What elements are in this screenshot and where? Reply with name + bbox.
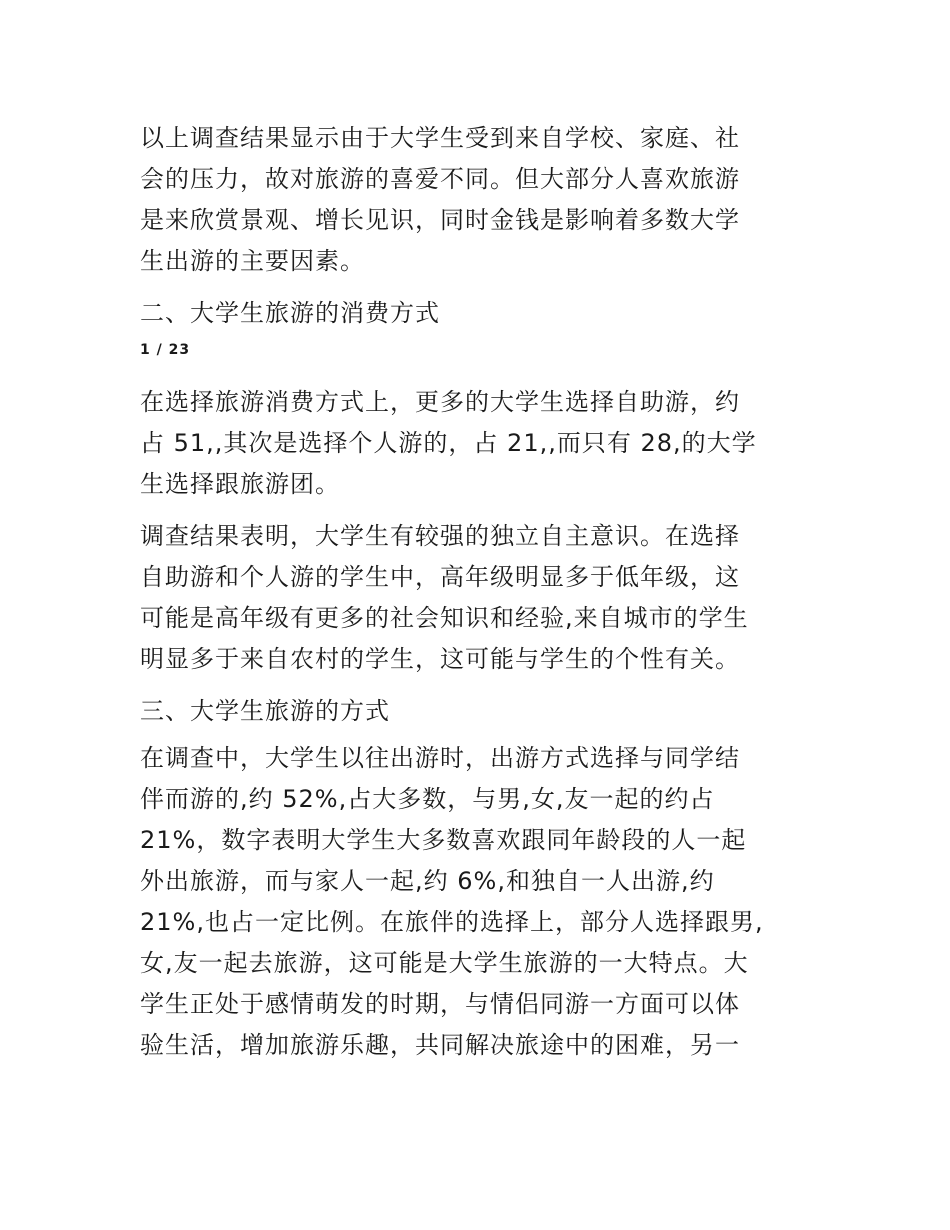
text-line: 调查结果表明，大学生有较强的独立自主意识。在选择 (140, 522, 740, 550)
text-line: 生出游的主要因素。 (140, 247, 365, 275)
text-line: 明显多于来自农村的学生，这可能与学生的个性有关。 (140, 645, 740, 673)
text-line: 在调查中，大学生以往出游时，出游方式选择与同学结 (140, 744, 740, 772)
text-line: 在选择旅游消费方式上，更多的大学生选择自助游，约 (140, 388, 740, 416)
text-line: 外出旅游，而与家人一起,约 6%,和独自一人出游,约 (140, 867, 715, 895)
text-line: 占 51,,其次是选择个人游的，占 21,,而只有 28,的大学 (140, 429, 757, 457)
paragraph-consumption-mode (140, 382, 820, 505)
paragraph-survey-summary (140, 118, 820, 282)
text-line: 伴而游的,约 52%,占大多数，与男,女,友一起的约占 (140, 785, 715, 813)
page-number: 1 / 23 (140, 342, 191, 358)
text-line: 生选择跟旅游团。 (140, 470, 340, 498)
section-heading-consumption: 二、大学生旅游的消费方式 (140, 299, 440, 327)
text-line: 自助游和个人游的学生中，高年级明显多于低年级，这 (140, 563, 740, 591)
text-line: 验生活，增加旅游乐趣，共同解决旅途中的困难，另一 (140, 1031, 740, 1059)
text-line: 学生正处于感情萌发的时期，与情侣同游一方面可以体 (140, 990, 740, 1018)
text-line: 以上调查结果显示由于大学生受到来自学校、家庭、社 (140, 124, 740, 152)
text-line: 女,友一起去旅游，这可能是大学生旅游的一大特点。大 (140, 949, 749, 977)
paragraph-travel-companions (140, 738, 820, 1066)
text-line: 21%,也占一定比例。在旅伴的选择上，部分人选择跟男, (140, 908, 764, 936)
paragraph-survey-findings (140, 516, 820, 680)
document-body (140, 118, 820, 1077)
text-line: 21%，数字表明大学生大多数喜欢跟同年龄段的人一起 (140, 826, 747, 854)
text-line: 会的压力，故对旅游的喜爱不同。但大部分人喜欢旅游 (140, 165, 740, 193)
text-line: 是来欣赏景观、增长见识，同时金钱是影响着多数大学 (140, 206, 740, 234)
text-line: 可能是高年级有更多的社会知识和经验,来自城市的学生 (140, 604, 749, 632)
section-heading-travel-mode: 三、大学生旅游的方式 (140, 697, 390, 725)
